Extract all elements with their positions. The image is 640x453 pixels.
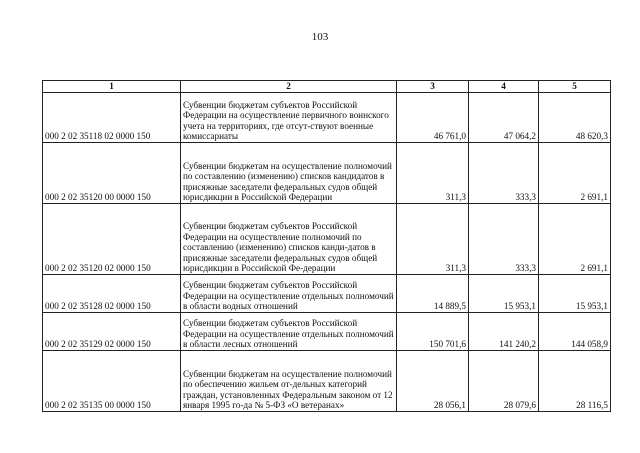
value-col-4: 333,3 (469, 143, 539, 204)
value-col-4: 15 953,1 (469, 275, 539, 313)
table-row (43, 93, 611, 143)
value-col-5: 48 620,3 (539, 93, 611, 143)
budget-table (42, 80, 611, 412)
value-col-3: 311,3 (397, 143, 469, 204)
table-row (43, 204, 611, 275)
value-col-5: 2 691,1 (539, 143, 611, 204)
value-col-4: 333,3 (469, 204, 539, 275)
header-col-5: 5 (539, 81, 611, 93)
description: Субвенции бюджетам субъектов Российской Федерации на осуществление первичного воинского учета на территориях, где отсут-ствуют военные комиссариаты (181, 93, 397, 143)
value-col-5: 28 116,5 (539, 351, 611, 412)
value-col-3: 150 701,6 (397, 313, 469, 351)
value-col-3: 46 761,0 (397, 93, 469, 143)
description: Субвенции бюджетам субъектов Российской Федерации на осуществление полномочий по составлению (изменению) списков канди-датов в присяжные заседатели федеральных судов общей юрисдикции в Российской Фе-дерации (181, 204, 397, 275)
header-col-2: 2 (181, 81, 397, 93)
table-row (43, 275, 611, 313)
budget-code: 000 2 02 35129 02 0000 150 (43, 313, 181, 351)
description: Субвенции бюджетам субъектов Российской Федерации на осуществление отдельных полномочий в области лесных отношений (181, 313, 397, 351)
value-col-4: 28 079,6 (469, 351, 539, 412)
description: Субвенции бюджетам субъектов Российской Федерации на осуществление отдельных полномочий в области водных отношений (181, 275, 397, 313)
value-col-4: 141 240,2 (469, 313, 539, 351)
table-row (43, 313, 611, 351)
value-col-3: 311,3 (397, 204, 469, 275)
table-row (43, 143, 611, 204)
header-row (43, 81, 611, 93)
budget-code: 000 2 02 35135 00 0000 150 (43, 351, 181, 412)
header-col-4: 4 (469, 81, 539, 93)
description: Субвенции бюджетам на осуществление полномочий по составлению (изменению) списков кандидатов в присяжные заседатели федеральных судов общей юрисдикции в Российской Федерации (181, 143, 397, 204)
table-row (43, 351, 611, 412)
description: Субвенции бюджетам на осуществление полномочий по обеспечению жильем от-дельных категорий граждан, установленных Федеральным законом от 12 января 1995 го-да № 5-ФЗ «О ветеранах» (181, 351, 397, 412)
value-col-3: 28 056,1 (397, 351, 469, 412)
budget-code: 000 2 02 35120 00 0000 150 (43, 143, 181, 204)
budget-code: 000 2 02 35120 02 0000 150 (43, 204, 181, 275)
value-col-5: 144 058,9 (539, 313, 611, 351)
value-col-5: 15 953,1 (539, 275, 611, 313)
budget-code: 000 2 02 35118 02 0000 150 (43, 93, 181, 143)
value-col-4: 47 064,2 (469, 93, 539, 143)
value-col-3: 14 889,5 (397, 275, 469, 313)
page-number: 103 (311, 31, 329, 43)
budget-code: 000 2 02 35128 02 0000 150 (43, 275, 181, 313)
header-col-1: 1 (43, 81, 181, 93)
header-col-3: 3 (397, 81, 469, 93)
value-col-5: 2 691,1 (539, 204, 611, 275)
